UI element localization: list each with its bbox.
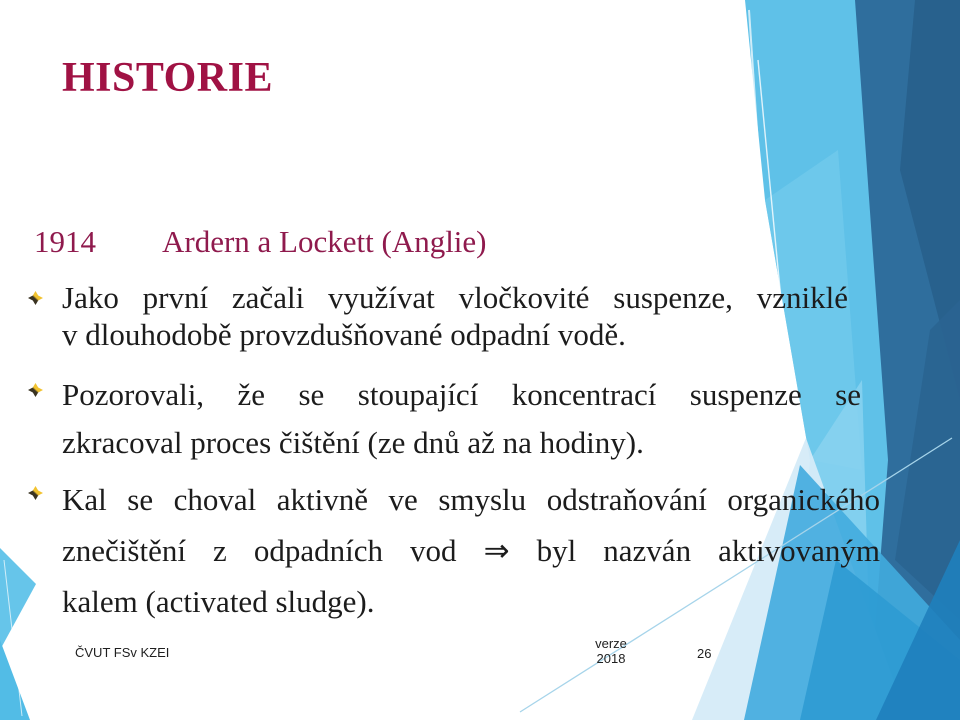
bullet-text xyxy=(62,474,880,627)
heading-text: Ardern a Lockett (Anglie) xyxy=(162,224,487,259)
slide-number: 26 xyxy=(697,646,712,661)
star-bullet-icon xyxy=(28,291,43,305)
bullet-text xyxy=(62,371,861,467)
bullet-item xyxy=(28,371,861,467)
bullet-line: v dlouhodobě provzdušňované odpadní vodě. xyxy=(62,317,626,352)
bullet-line: kalem (activated sludge). xyxy=(62,584,375,619)
footer-version-line1: verze xyxy=(595,636,627,651)
heading-year: 1914 xyxy=(34,224,96,259)
bullet-item xyxy=(28,474,880,627)
bullet-line: Jako první začali využívat vločkovité suspenze, vzniklé xyxy=(62,280,848,315)
bullet-line: znečištění z odpadních vod ⇒ byl nazván aktivovaným xyxy=(62,533,880,568)
footer-version xyxy=(579,636,643,666)
bullet-line: zkracoval proces čištění (ze dnů až na hodiny). xyxy=(62,425,644,460)
bullet-item xyxy=(28,279,848,353)
slide-title: HISTORIE xyxy=(62,55,273,101)
star-bullet-icon xyxy=(28,383,43,397)
bullet-text xyxy=(62,279,848,353)
footer-version-line2: 2018 xyxy=(596,651,626,666)
star-bullet-icon xyxy=(28,486,43,500)
heading-line xyxy=(34,224,487,260)
bullet-line: Pozorovali, že se stoupající koncentrací suspenze se xyxy=(62,377,861,412)
footer-institution: ČVUT FSv KZEI xyxy=(75,645,170,660)
bullet-line: Kal se choval aktivně ve smyslu odstraňování organického xyxy=(62,482,880,517)
